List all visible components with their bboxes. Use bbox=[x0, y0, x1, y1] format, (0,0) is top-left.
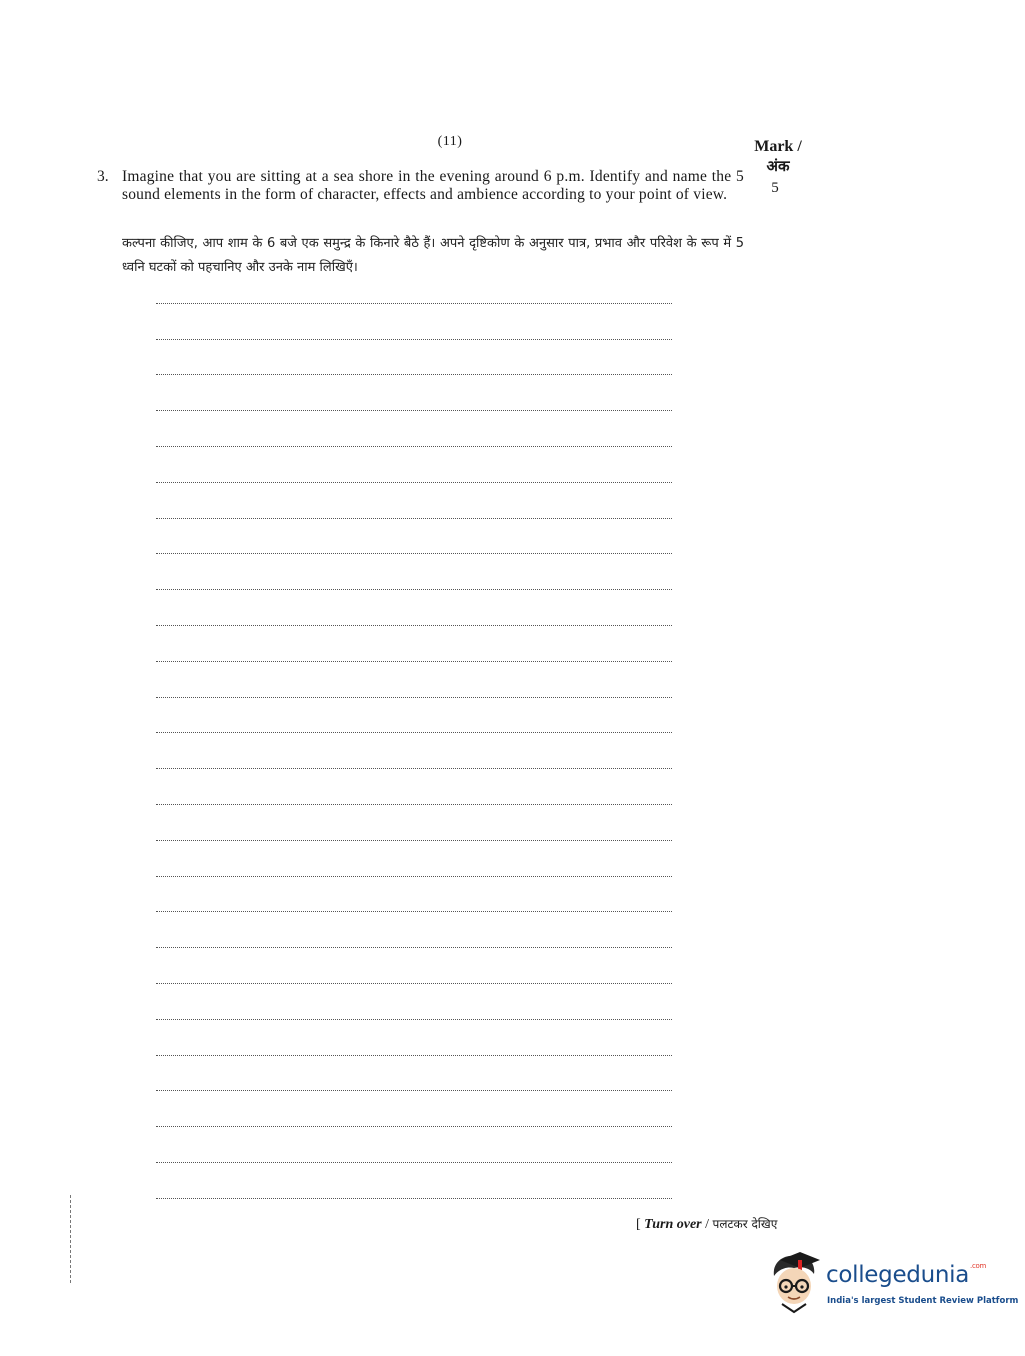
logo-com: .com bbox=[970, 1262, 987, 1270]
answer-line[interactable] bbox=[156, 1121, 672, 1157]
question-text-hindi: कल्पना कीजिए, आप शाम के 6 बजे एक समुन्द्र के किनारे बैठे हैं। अपने दृष्टिकोण के अनुसार पात्र, प्रभाव और परिवेश के रूप में 5 ध्वनि घटकों को पहचानिए और उनके नाम लिखिएँ। bbox=[122, 236, 744, 275]
answer-line[interactable] bbox=[156, 441, 672, 477]
margin-mark bbox=[70, 1195, 73, 1283]
turn-over-note bbox=[636, 1215, 777, 1233]
answer-line[interactable] bbox=[156, 907, 672, 943]
answer-area[interactable] bbox=[156, 298, 672, 1229]
answer-line[interactable] bbox=[156, 477, 672, 513]
answer-line[interactable] bbox=[156, 1157, 672, 1193]
answer-line[interactable] bbox=[156, 1193, 672, 1229]
turn-over-hindi: पलटकर देखिए bbox=[712, 1217, 778, 1231]
answer-line[interactable] bbox=[156, 942, 672, 978]
logo-wordmark bbox=[826, 1262, 986, 1288]
answer-line[interactable] bbox=[156, 871, 672, 907]
question-text-english: Imagine that you are sitting at a sea shore in the evening around 6 p.m. Identify and name the 5 sound elements in the form of character, effects and ambience according to your point of view. bbox=[122, 168, 744, 203]
answer-line[interactable] bbox=[156, 405, 672, 441]
answer-line[interactable] bbox=[156, 549, 672, 585]
answer-line[interactable] bbox=[156, 978, 672, 1014]
marks-heading-hi: अंक bbox=[766, 159, 790, 175]
answer-line[interactable] bbox=[156, 1050, 672, 1086]
turn-over-english: Turn over bbox=[644, 1217, 702, 1232]
answer-line[interactable] bbox=[156, 584, 672, 620]
answer-line[interactable] bbox=[156, 835, 672, 871]
answer-line[interactable] bbox=[156, 1014, 672, 1050]
collegedunia-logo bbox=[766, 1250, 1019, 1320]
answer-line[interactable] bbox=[156, 334, 672, 370]
answer-line[interactable] bbox=[156, 799, 672, 835]
answer-line[interactable] bbox=[156, 728, 672, 764]
turn-over-separator: / bbox=[705, 1217, 713, 1232]
logo-brand: collegedunia bbox=[826, 1262, 970, 1288]
answer-line[interactable] bbox=[156, 656, 672, 692]
turn-over-bracket: [ bbox=[636, 1217, 641, 1232]
answer-line[interactable] bbox=[156, 1086, 672, 1122]
marks-value: 5 bbox=[771, 180, 779, 196]
marks-heading bbox=[738, 137, 818, 177]
answer-line[interactable] bbox=[156, 692, 672, 728]
question-number: 3. bbox=[97, 168, 109, 185]
page-number: (11) bbox=[437, 134, 463, 149]
answer-line[interactable] bbox=[156, 763, 672, 799]
answer-line[interactable] bbox=[156, 370, 672, 406]
answer-line[interactable] bbox=[156, 298, 672, 334]
mascot-icon bbox=[766, 1250, 822, 1316]
answer-line[interactable] bbox=[156, 620, 672, 656]
marks-heading-en: Mark / bbox=[754, 138, 802, 155]
logo-tagline: India's largest Student Review Platform bbox=[827, 1296, 1019, 1306]
answer-line[interactable] bbox=[156, 513, 672, 549]
